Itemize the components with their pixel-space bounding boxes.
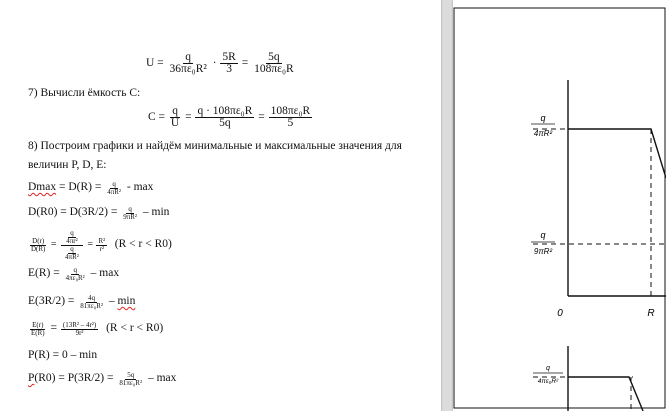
graph-curve-2 [568,377,643,411]
y-label-bottom-den: 9πR² [533,247,553,256]
formula-dr0: D(R0) = D(3R/2) = $\frac{q}{\text{9πR²}}$ – min [28,204,170,221]
fraction: $\frac{q}{\text{36πε₀R²}}$ [169,51,207,75]
formula-pr0: P(R0) = P(3R/2) = $\frac{5q}{\text{81πε₀R²}}$ – max [28,370,177,387]
fraction: $\frac{\text{108πε₀R}}{5}$ [270,105,311,129]
step-8-heading: 8) Построим графики и найдём минимальные и максимальные значения для [28,140,402,152]
fraction: $\frac{5R}{3}$ [222,51,236,75]
formula-dmax: Dmax = D(R) = $\frac{q}{\text{4πR²}}$ - max [28,179,154,196]
y2-label-den: 4πε₀R² [537,378,559,385]
x-label-zero: 0 [557,308,563,319]
step-7-heading: 7) Вычисли ёмкость С: [28,87,141,99]
formula-lhs: U = [146,57,164,70]
formula-ratio-e: $\frac{E(r)}{E(R)}$ = $\frac{\text{(13R² – 4r²)}}{\text{9r²}}$ (R < r < R0) [31,320,164,337]
y-label-bottom-num: q [540,230,546,240]
formula-potential: U = $\frac{q}{\text{36πε₀R²}}$ · $\frac{5R}{3}$ = $\frac{5q}{\text{108πε₀R}}$ [146,51,294,75]
y-label-top-num: q [540,113,546,123]
graph-curve [568,129,666,178]
fraction: $\frac{q}{U}$ [170,105,180,129]
y2-label-num: q [546,365,550,372]
formula-pr: P(R) = 0 – min [28,349,98,361]
x-label-r: R [647,308,655,319]
formula-e3r: E(3R/2) = $\frac{4q}{\text{81πε₀R²}}$ – min [28,293,136,310]
y-label-top-den: 4πR² [533,129,553,138]
fraction: $\frac{\text{q · 108πε₀R}}{5q}$ [197,105,253,129]
formula-er: E(R) = $\frac{q}{\text{4πε₀R²}}$ – max [28,265,120,282]
step-8-heading-cont: величин P, D, E: [28,159,107,171]
formula-capacitance: C = $\frac{q}{U}$ = $\frac{\text{q · 108πε₀R}}{5q}$ = $\frac{\text{108πε₀R}}{5}$ [148,105,311,129]
graph-drawing [453,0,666,411]
fraction: $\frac{5q}{\text{108πε₀R}}$ [254,51,294,75]
document-page-right [453,0,666,411]
drawing-frame [454,8,665,408]
formula-ratio-d: $\frac{D(r)}{D(R)}$ = $\frac{\frac{q}{\text{4πr²}}}{\frac{q}{\text{4πR²}}}$ = $\frac{\text{R²}}{\text{r²}}$ (R < r < R0) [31,229,172,261]
